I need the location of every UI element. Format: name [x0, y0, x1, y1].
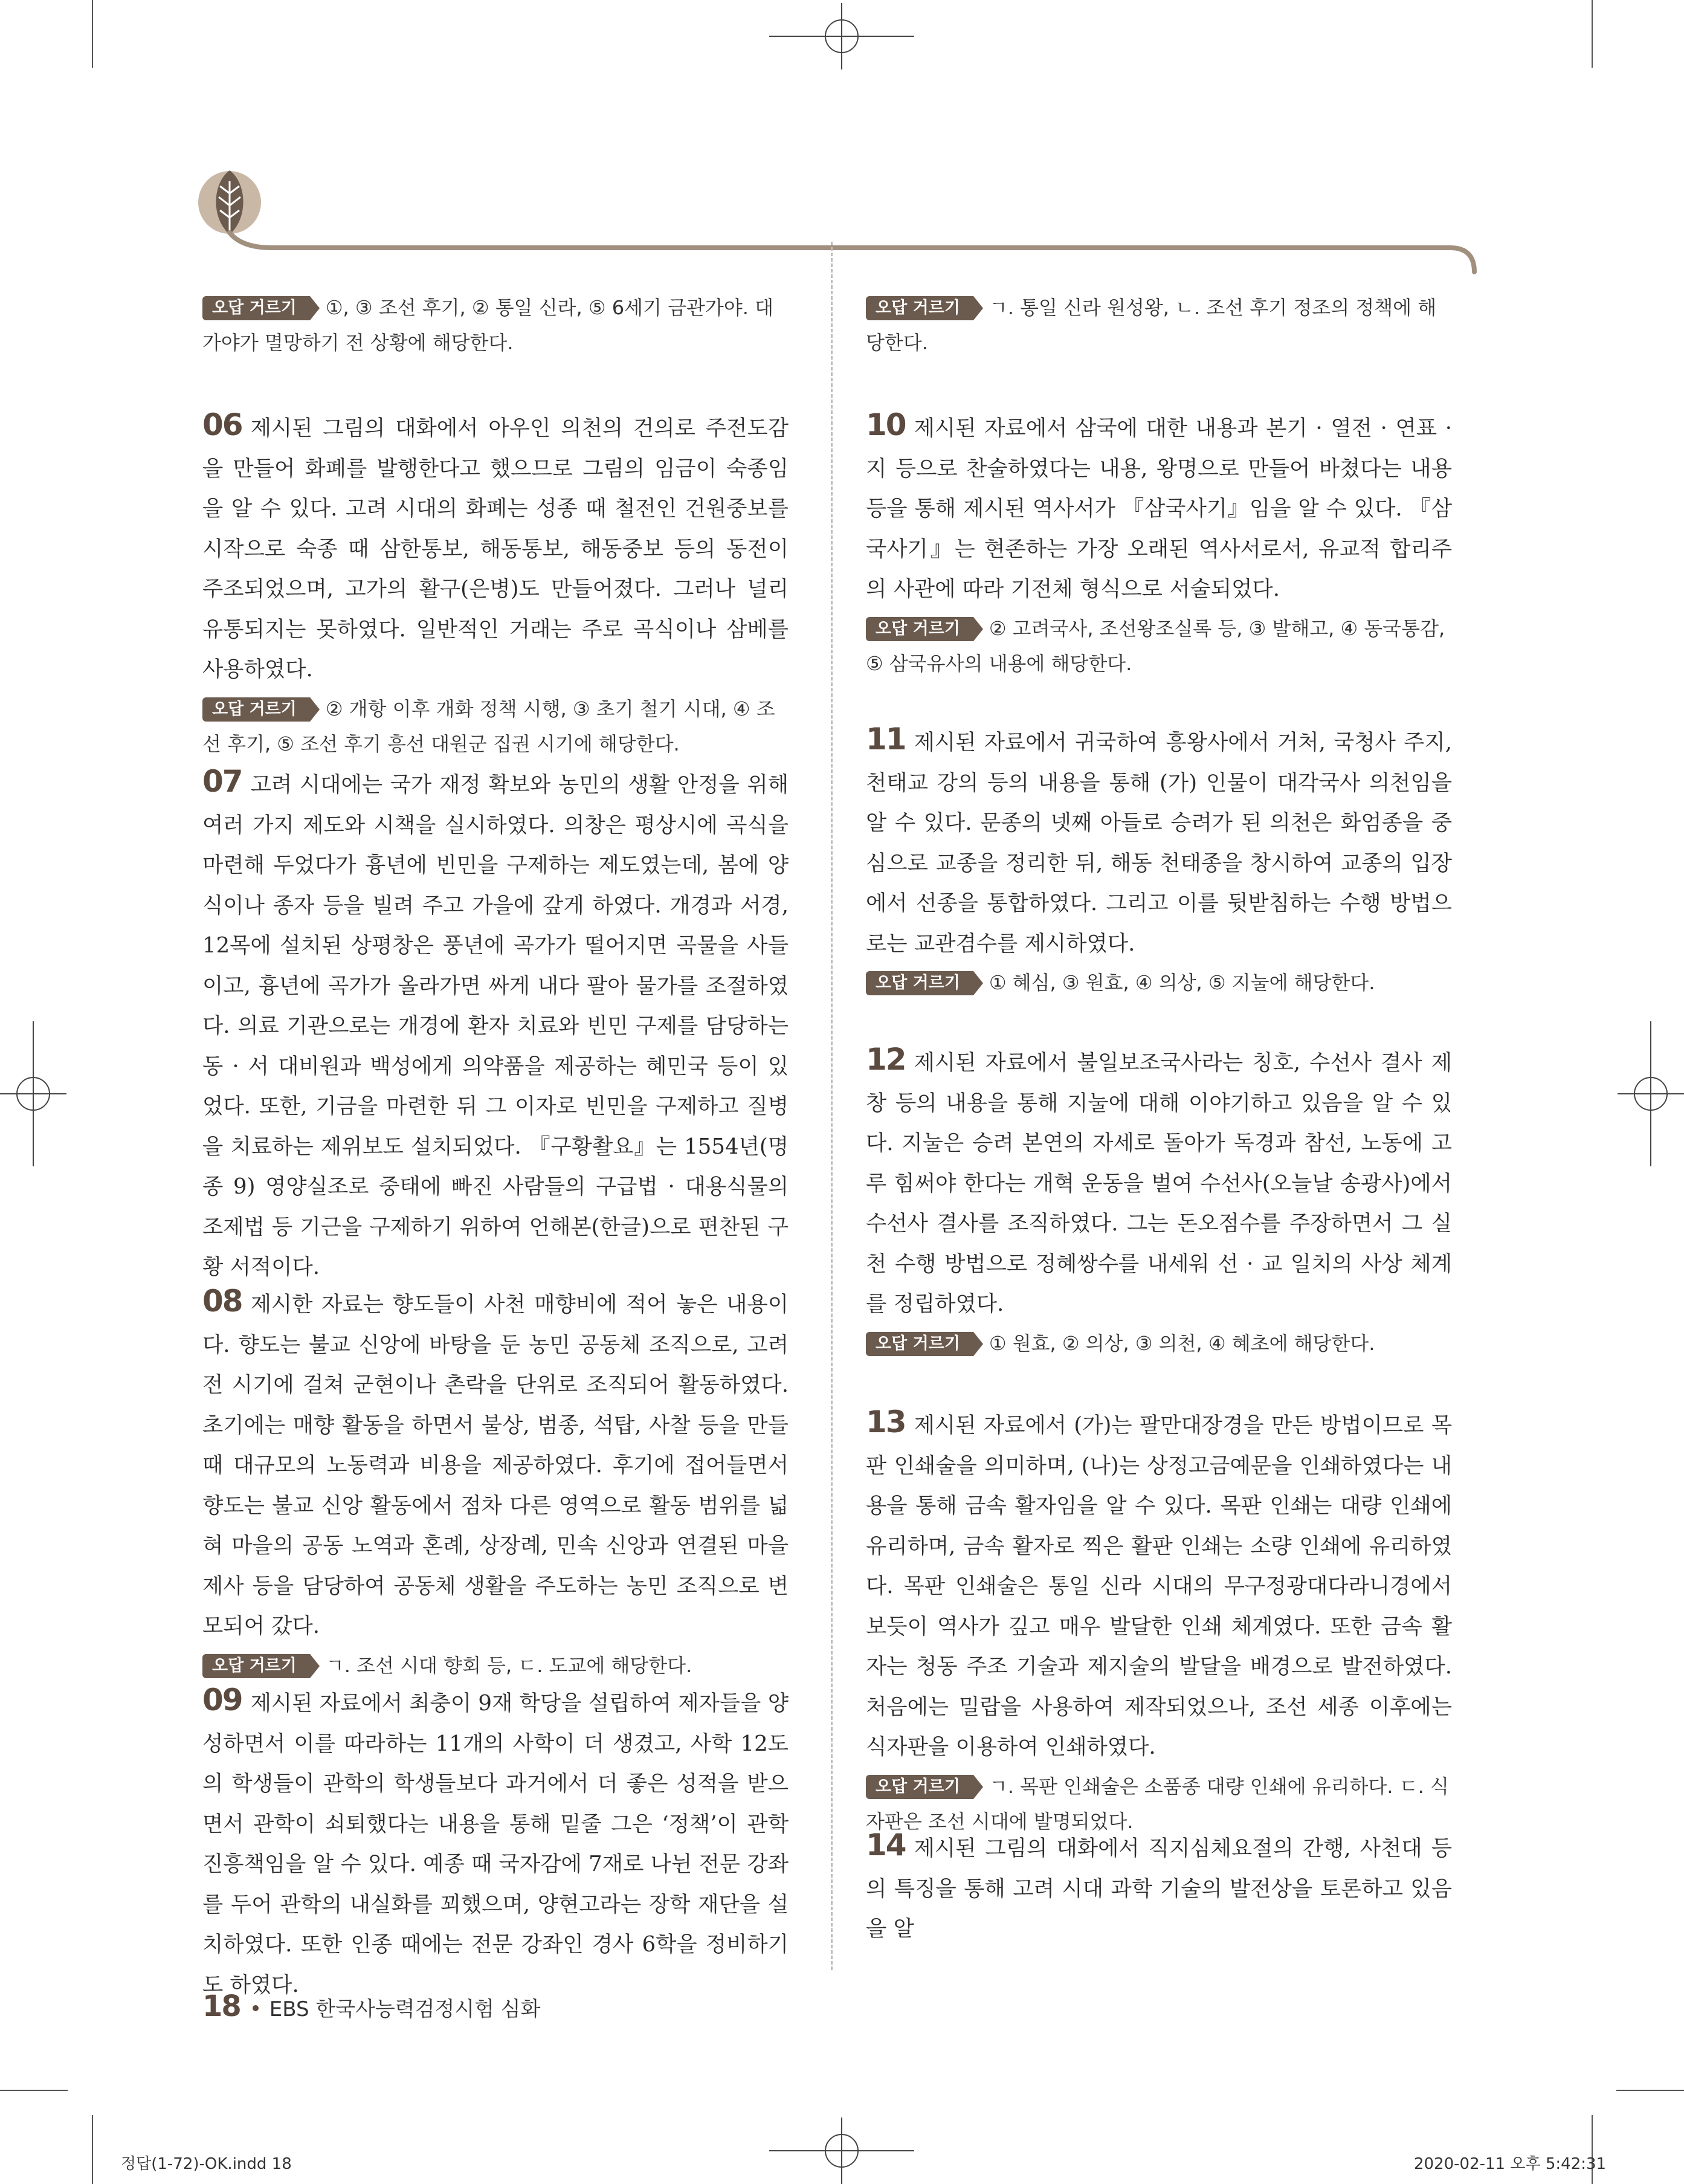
answer-10	[866, 405, 1452, 681]
wrong-answer-badge: 오답 거르기	[202, 697, 310, 722]
registration-mark-left-icon	[0, 1021, 66, 1166]
answer-06	[202, 405, 789, 761]
answer-text: 제시된 자료에서 귀국하여 흥왕사에서 거처, 국청사 주지, 천태교 강의 등의 내용을 통해 (가) 인물이 대각국사 의천임을 알 수 있다. 문종의 넷째 아들로 승려가 된 의천은 화엄종을 중심으로 교종을 정리한 뒤, 해동 천태종을 창시하여 교종의 입장에서 선종을 통합하였다. 그리고 이를 뒷받침하는 수행 방법으로는 교관겸수를 제시하였다.	[866, 730, 1452, 956]
answer-text: 제시된 자료에서 최충이 9재 학당을 설립하여 제자들을 양성하면서 이를 따라하는 11개의 사학이 더 생겼고, 사학 12도의 학생들이 관학의 학생들보다 과거에서 더 좋은 성적을 받으면서 관학이 쇠퇴했다는 내용을 통해 밑줄 그은 ‘정책’이 관학 진흥책임을 알 수 있다. 예종 때 국자감에 7재로 나뉜 전문 강좌를 두어 관학의 내실화를 꾀했으며, 양현고라는 장학 재단을 설치하였다. 또한 인종 때에는 전문 강좌인 경사 6학을 정비하기도 하였다.	[202, 1691, 789, 1997]
answer-14	[866, 1825, 1452, 1950]
crop-mark	[0, 2090, 68, 2091]
wrong-answer-badge: 오답 거르기	[202, 1654, 310, 1678]
wrong-answer-badge: 오답 거르기	[866, 296, 973, 320]
registration-mark-top-icon	[769, 3, 914, 69]
question-number: 06	[202, 407, 242, 442]
slug-file: 정답(1-72)-OK.indd 18	[121, 2155, 292, 2173]
question-number: 13	[866, 1404, 906, 1439]
question-number: 07	[202, 764, 242, 799]
answer-text: 고려 시대에는 국가 재정 확보와 농민의 생활 안정을 위해 여러 가지 제도와 시책을 실시하였다. 의창은 평상시에 곡식을 마련해 두었다가 흉년에 빈민을 구제하는 제도였는데, 봄에 양식이나 종자 등을 빌려 주고 가을에 갚게 하였다. 개경과 서경, 12목에 설치된 상평창은 풍년에 곡가가 떨어지면 곡물을 사들이고, 흉년에 곡가가 올라가면 싸게 내다 팔아 물가를 조절하였다. 의료 기관으로는 개경에 환자 치료와 빈민 구제를 담당하는 동 · 서 대비원과 백성에게 의약품을 제공하는 혜민국 등이 있었다. 또한, 기금을 마련한 뒤 그 이자로 빈민을 구제하고 질병을 치료하는 제위보도 설치되었다. 『구황촬요』는 1554년(명종 9) 영양실조로 중태에 빠진 사람들의 구급법 · 대용식물의 조제법 등 기근을 구제하기 위하여 언해본(한글)으로 편찬된 구황 서적이다.	[202, 772, 789, 1279]
registration-mark-right-icon	[1618, 1021, 1684, 1166]
answer-12	[866, 1039, 1452, 1361]
registration-mark-bottom-icon	[769, 2118, 914, 2184]
note-text: ㄱ. 통일 신라 원성왕, ㄴ. 조선 후기 정조의 정책에 해당한다.	[866, 296, 1437, 354]
page-number: 18	[202, 1989, 240, 2023]
bullet-dot-icon	[253, 2005, 259, 2011]
answer-text: 제시된 그림의 대화에서 직지심체요절의 간행, 사천대 등의 특징을 통해 고려 시대 과학 기술의 발전상을 토론하고 있음을 알	[866, 1836, 1452, 1941]
column-divider	[831, 242, 833, 1970]
question-number: 12	[866, 1042, 906, 1077]
question-number: 09	[202, 1682, 242, 1717]
note-text: ㄱ. 조선 시대 향회 등, ㄷ. 도교에 해당한다.	[325, 1653, 692, 1677]
answer-text: 제시된 그림의 대화에서 아우인 의천의 건의로 주전도감을 만들어 화폐를 발행한다고 했으므로 그림의 임금이 숙종임을 알 수 있다. 고려 시대의 화폐는 성종 때 철전인 건원중보를 시작으로 숙종 때 삼한통보, 해동통보, 해동중보 등의 동전이 주조되었으며, 고가의 활구(은병)도 만들어졌다. 그러나 널리 유통되지는 못하였다. 일반적인 거래는 주로 곡식이나 삼베를 사용하였다.	[202, 416, 789, 682]
answer-text: 제시된 자료에서 (가)는 팔만대장경을 만든 방법이므로 목판 인쇄술을 의미하며, (나)는 상정고금예문을 인쇄하였다는 내용을 통해 금속 활자임을 알 수 있다. 목판 인쇄는 대량 인쇄에 유리하며, 금속 활자로 찍은 활판 인쇄는 소량 인쇄에 유리하였다. 목판 인쇄술은 통일 신라 시대의 무구정광대다라니경에서 보듯이 역사가 깊고 매우 발달한 인쇄 체계였다. 또한 금속 활자는 청동 주조 기술과 제지술의 발달을 배경으로 발전하였다. 처음에는 밀랍을 사용하여 제작되었으나, 조선 세종 이후에는 식자판을 이용하여 인쇄하였다.	[866, 1413, 1452, 1759]
answer-text: 제시한 자료는 향도들이 사천 매향비에 적어 놓은 내용이다. 향도는 불교 신앙에 바탕을 둔 농민 공동체 조직으로, 고려 전 시기에 걸쳐 군현이나 촌락을 단위로 조직되어 활동하였다. 초기에는 매향 활동을 하면서 불상, 범종, 석탑, 사찰 등을 만들 때 대규모의 노동력과 비용을 제공하였다. 후기에 접어들면서 향도는 불교 신앙 활동에서 점차 다른 영역으로 활동 범위를 넓혀 마을의 공동 노역과 혼례, 상장례, 민속 신앙과 연결된 마을 제사 등을 담당하여 공동체 생활을 주도하는 농민 조직으로 변모되어 갔다.	[202, 1292, 789, 1638]
book-title: EBS 한국사능력검정시험 심화	[269, 1997, 541, 2021]
question-number: 14	[866, 1827, 906, 1863]
note-block	[866, 290, 1452, 360]
wrong-answer-badge: 오답 거르기	[866, 971, 973, 995]
header-band	[193, 157, 1480, 278]
crop-mark	[1616, 2090, 1684, 2091]
note-text: ② 개항 이후 개화 정책 시행, ③ 초기 철기 시대, ④ 조선 후기, ⑤ 조선 후기 흥선 대원군 집권 시기에 해당한다.	[202, 697, 775, 755]
wrong-answer-badge: 오답 거르기	[866, 1332, 973, 1356]
answer-08	[202, 1281, 789, 1683]
wrong-answer-badge: 오답 거르기	[866, 617, 973, 641]
note-text: ㄱ. 목판 인쇄술은 소품종 대량 인쇄에 유리하다. ㄷ. 식자판은 조선 시대에 발명되었다.	[866, 1774, 1449, 1833]
question-number: 10	[866, 407, 906, 442]
wrong-answer-badge: 오답 거르기	[202, 296, 310, 320]
note-text: ① 혜심, ③ 원효, ④ 의상, ⑤ 지눌에 해당한다.	[989, 971, 1375, 994]
note-block	[202, 290, 789, 360]
question-number: 08	[202, 1284, 242, 1319]
answer-text: 제시된 자료에서 삼국에 대한 내용과 본기 · 열전 · 연표 · 지 등으로 찬술하였다는 내용, 왕명으로 만들어 바쳤다는 내용 등을 통해 제시된 역사서가 『삼국사기』임을 알 수 있다. 『삼국사기』는 현존하는 가장 오래된 역사서로서, 유교적 합리주의 사관에 따라 기전체 형식으로 서술되었다.	[866, 416, 1452, 601]
slug-timestamp: 2020-02-11 오후 5:42:31	[1414, 2155, 1607, 2173]
page-footer	[202, 1989, 541, 2023]
answer-13	[866, 1402, 1452, 1839]
answer-09	[202, 1680, 789, 2005]
note-text: ①, ③ 조선 후기, ② 통일 신라, ⑤ 6세기 금관가야. 대가야가 멸망하기 전 상황에 해당한다.	[202, 296, 774, 354]
note-text: ② 고려국사, 조선왕조실록 등, ③ 발해고, ④ 동국통감, ⑤ 삼국유사의 내용에 해당한다.	[866, 616, 1445, 675]
answer-11	[866, 719, 1452, 1000]
wrong-answer-badge: 오답 거르기	[866, 1775, 973, 1799]
answer-07	[202, 761, 789, 1288]
crop-mark	[92, 2115, 93, 2184]
note-text: ① 원효, ② 의상, ③ 의천, ④ 혜초에 해당한다.	[989, 1331, 1375, 1355]
crop-mark	[1592, 0, 1593, 68]
crop-mark	[92, 0, 93, 68]
answer-text: 제시된 자료에서 불일보조국사라는 칭호, 수선사 결사 제창 등의 내용을 통해 지눌에 대해 이야기하고 있음을 알 수 있다. 지눌은 승려 본연의 자세로 돌아가 독경과 참선, 노동에 고루 힘써야 한다는 개혁 운동을 벌여 수선사(오늘날 송광사)에서 수선사 결사를 조직하였다. 그는 돈오점수를 주장하면서 그 실천 수행 방법으로 정혜쌍수를 내세워 선 · 교 일치의 사상 체계를 정립하였다.	[866, 1050, 1452, 1316]
question-number: 11	[866, 722, 906, 757]
